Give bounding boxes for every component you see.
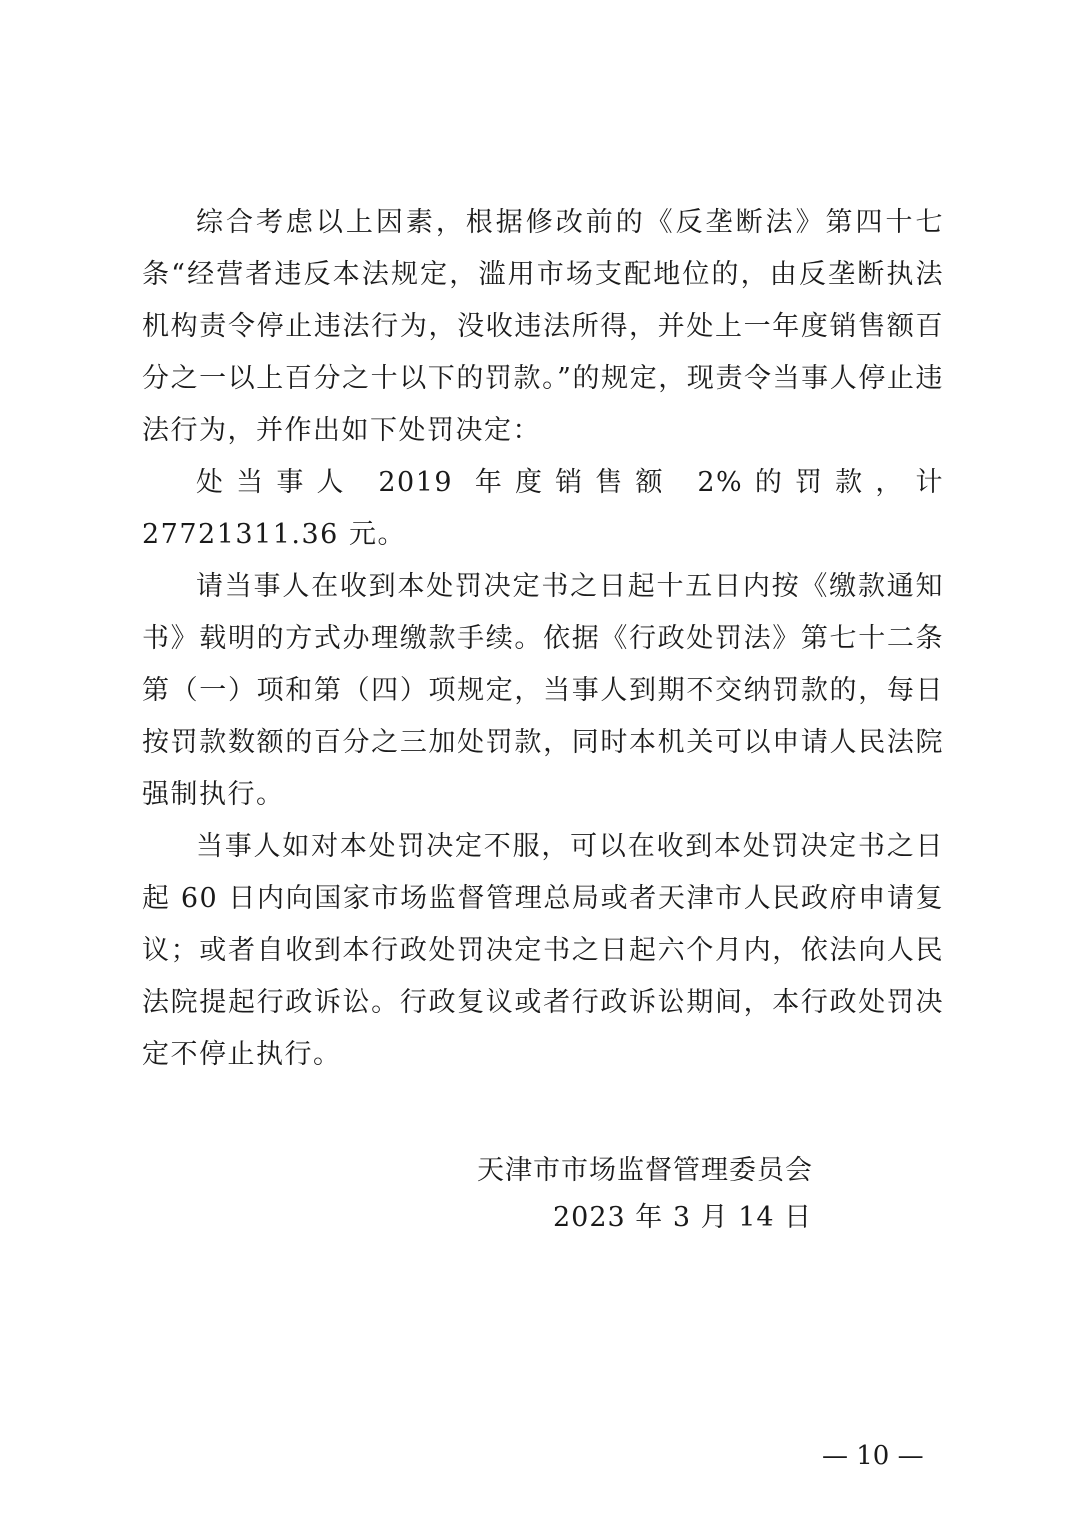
paragraph-payment-instructions: 请当事人在收到本处罚决定书之日起十五日内按《缴款通知书》载明的方式办理缴款手续。依据《行政处罚法》第七十二条第（一）项和第（四）项规定，当事人到期不交纳罚款的，每日按罚款数额的百分之三加处罚款，同时本机关可以申请人民法院强制执行。 bbox=[142, 571, 944, 810]
issue-date: 2023 年 3 月 14 日 bbox=[553, 1202, 813, 1233]
paragraph-penalty-basis: 综合考虑以上因素，根据修改前的《反垄断法》第四十七条“经营者违反本法规定，滥用市场支配地位的，由反垄断执法机构责令停止违法行为，没收违法所得，并处上一年度销售额百分之一以上百分之十以下的罚款。”的规定，现责令当事人停止违法行为，并作出如下处罚决定： bbox=[142, 207, 944, 446]
document-body bbox=[142, 197, 944, 1081]
paragraph-penalty-amount: 处当事人 2019 年度销售额 2%的罚款，计 27721311.36 元。 bbox=[142, 467, 944, 550]
page-number: — 10 — bbox=[822, 1441, 924, 1471]
paragraph-appeal-rights: 当事人如对本处罚决定不服，可以在收到本处罚决定书之日起 60 日内向国家市场监督管理总局或者天津市人民政府申请复议；或者自收到本行政处罚决定书之日起六个月内，依法向人民法院提起行政诉讼。行政复议或者行政诉讼期间，本行政处罚决定不停止执行。 bbox=[142, 831, 944, 1070]
issuing-organization: 天津市市场监督管理委员会 bbox=[477, 1155, 813, 1186]
